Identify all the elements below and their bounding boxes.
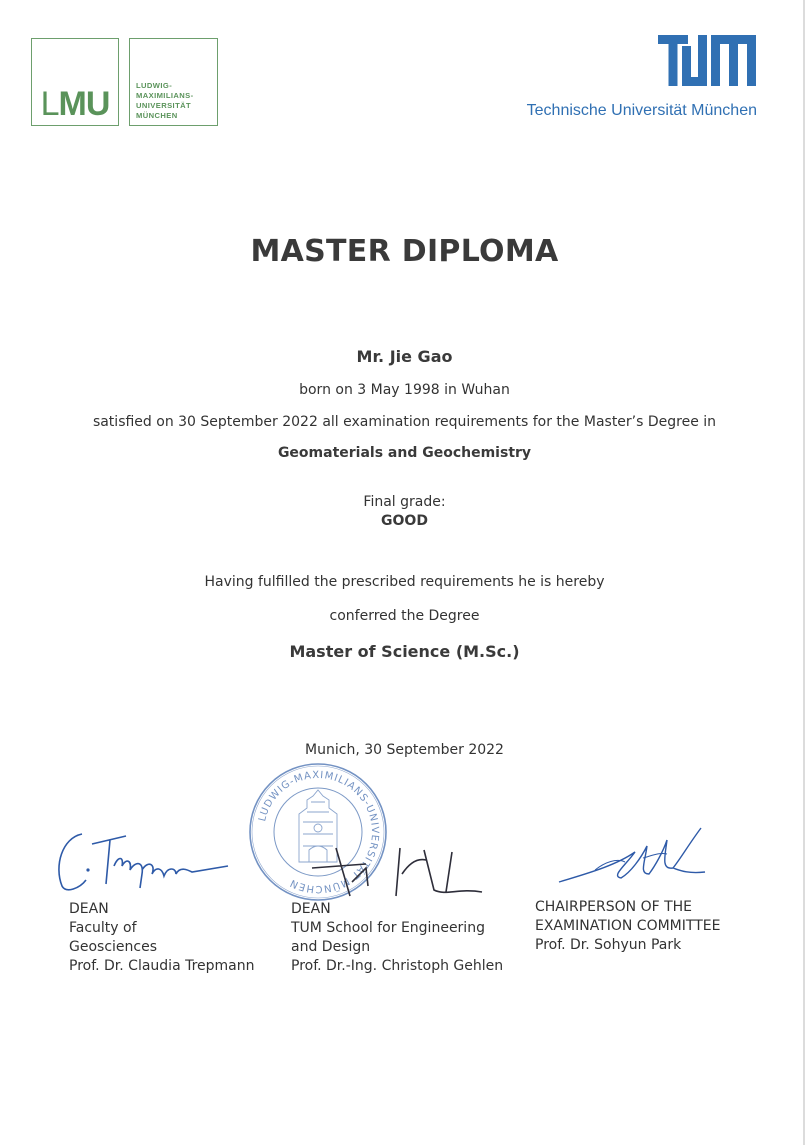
signatory-name: Prof. Dr. Sohyun Park — [535, 937, 682, 953]
signature-park — [555, 822, 715, 892]
final-grade-label: Final grade: — [363, 494, 446, 510]
signatory-line: EXAMINATION COMMITTEE — [535, 918, 721, 934]
signature-gehlen — [306, 838, 496, 900]
lmu-name-line: LUDWIG- — [136, 81, 173, 90]
fulfilled-line: Having fulfilled the prescribed requirements he is hereby — [204, 574, 605, 590]
seal-text: LUDWIG-MAXIMILIANS-UNIVERSITÄT MÜNCHEN — [257, 769, 381, 895]
lmu-logo-mark-mu: MU — [58, 85, 110, 123]
tum-name: Technische Universität München — [526, 102, 757, 119]
tum-logo — [658, 35, 756, 86]
lmu-name-logo — [129, 38, 218, 126]
signatory-line: TUM School for Engineering — [291, 920, 485, 936]
lmu-name-text — [136, 81, 194, 121]
birth-line: born on 3 May 1998 in Wuhan — [299, 382, 510, 398]
signatory-name: Prof. Dr. Claudia Trepmann — [69, 958, 255, 974]
signatory-dean-engineering — [291, 900, 503, 976]
lmu-name-line: MÜNCHEN — [136, 111, 178, 120]
requirements-line: satisfied on 30 September 2022 all examination requirements for the Master’s Degree in — [92, 414, 717, 430]
lmu-name-line: MAXIMILIANS- — [136, 91, 194, 100]
recipient-name: Mr. Jie Gao — [356, 347, 453, 366]
final-grade: GOOD — [381, 513, 428, 529]
signatory-role: DEAN — [291, 901, 331, 917]
signatory-name: Prof. Dr.-Ing. Christoph Gehlen — [291, 958, 504, 974]
signatory-role: DEAN — [69, 901, 109, 917]
program-name: Geomaterials and Geochemistry — [277, 445, 532, 461]
signatory-dean-geosciences — [69, 900, 255, 976]
signatory-role: CHAIRPERSON OF THE — [535, 899, 693, 915]
place-date: Munich, 30 September 2022 — [305, 742, 504, 758]
lmu-logo — [31, 38, 119, 126]
lmu-logo-mark-l: L — [40, 85, 59, 123]
degree-name: Master of Science (M.Sc.) — [289, 642, 520, 661]
conferred-line: conferred the Degree — [329, 608, 480, 624]
diploma-title: MASTER DIPLOMA — [250, 234, 559, 269]
lmu-name-line: UNIVERSITÄT — [136, 101, 192, 110]
signatory-line: Faculty of — [69, 920, 137, 936]
signatory-line: Geosciences — [69, 939, 157, 955]
signatory-line: and Design — [291, 939, 371, 955]
signature-trepmann — [52, 826, 232, 896]
lmu-logo-mark — [32, 87, 118, 121]
page-edge — [803, 0, 805, 1145]
signatory-chairperson — [535, 898, 720, 955]
